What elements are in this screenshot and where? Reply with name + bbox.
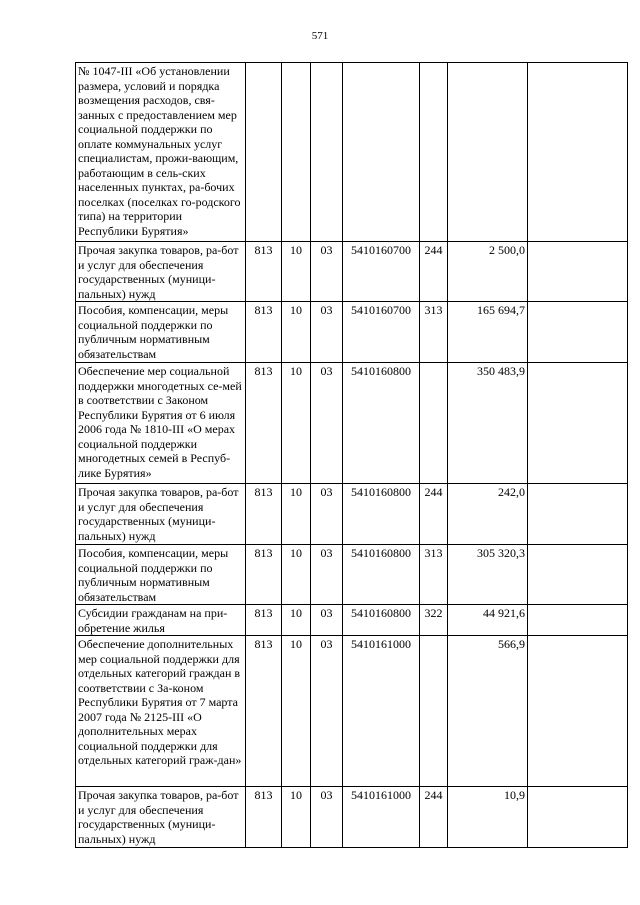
ministry-code-cell: 813	[246, 363, 282, 484]
amount-cell: 305 320,3	[448, 545, 528, 605]
ministry-code-cell: 813	[246, 636, 282, 787]
row-name-cell: Обеспечение дополнительных мер социальной поддержки для отдельных категорий граждан в соответствии с За-коном Республики Бурятия от 7 марта 2007 года № 2125-III «О дополнительных мерах социальной поддержки для отдельных категорий граж-дан»	[76, 636, 246, 787]
extra-amount-cell	[528, 787, 628, 848]
expense-type-cell	[420, 363, 448, 484]
amount-cell: 10,9	[448, 787, 528, 848]
subsection-code-cell: 03	[311, 242, 343, 302]
row-name-cell: Пособия, компенсации, меры социальной поддержки по публичным нормативным обязательствам	[76, 302, 246, 363]
extra-amount-cell	[528, 302, 628, 363]
subsection-code-cell: 03	[311, 302, 343, 363]
table-row	[76, 787, 628, 848]
ministry-code-cell: 813	[246, 242, 282, 302]
section-code-cell: 10	[282, 605, 311, 636]
ministry-code-cell: 813	[246, 545, 282, 605]
ministry-code-cell: 813	[246, 605, 282, 636]
section-code-cell: 10	[282, 787, 311, 848]
expense-type-cell: 244	[420, 242, 448, 302]
subsection-code-cell: 03	[311, 787, 343, 848]
budget-table	[75, 62, 628, 848]
target-article-cell: 5410160700	[343, 302, 420, 363]
table-row	[76, 605, 628, 636]
expense-type-cell: 244	[420, 787, 448, 848]
target-article-cell: 5410160800	[343, 484, 420, 545]
extra-amount-cell	[528, 484, 628, 545]
target-article-cell: 5410160800	[343, 363, 420, 484]
amount-cell: 2 500,0	[448, 242, 528, 302]
target-article-cell: 5410160800	[343, 545, 420, 605]
target-article-cell	[343, 63, 420, 242]
ministry-code-cell: 813	[246, 302, 282, 363]
extra-amount-cell	[528, 545, 628, 605]
section-code-cell: 10	[282, 363, 311, 484]
row-name-cell: Прочая закупка товаров, ра-бот и услуг для обеспечения государственных (муници-пальных) нужд	[76, 242, 246, 302]
expense-type-cell	[420, 63, 448, 242]
expense-type-cell: 244	[420, 484, 448, 545]
row-name-cell: Пособия, компенсации, меры социальной поддержки по публичным нормативным обязательствам	[76, 545, 246, 605]
section-code-cell: 10	[282, 302, 311, 363]
ministry-code-cell: 813	[246, 484, 282, 545]
row-name-cell: Субсидии гражданам на при-обретение жилья	[76, 605, 246, 636]
subsection-code-cell: 03	[311, 636, 343, 787]
expense-type-cell: 313	[420, 302, 448, 363]
table-row	[76, 302, 628, 363]
subsection-code-cell: 03	[311, 363, 343, 484]
target-article-cell: 5410161000	[343, 787, 420, 848]
ministry-code-cell	[246, 63, 282, 242]
row-name-cell: № 1047-III «Об установлении размера, условий и порядка возмещения расходов, свя-занных с предоставлением мер социальной поддержки по оплате коммунальных услуг специалистам, прожи-вающим, работающим в сель-ских населенных пунктах, ра-бочих поселках (поселках го-родского типа) на территории Республики Бурятия»	[76, 63, 246, 242]
amount-cell: 566,9	[448, 636, 528, 787]
expense-type-cell: 322	[420, 605, 448, 636]
table-row	[76, 484, 628, 545]
table-row	[76, 242, 628, 302]
ministry-code-cell: 813	[246, 787, 282, 848]
table-row	[76, 63, 628, 242]
table-row	[76, 545, 628, 605]
extra-amount-cell	[528, 636, 628, 787]
subsection-code-cell: 03	[311, 605, 343, 636]
expense-type-cell: 313	[420, 545, 448, 605]
table-row	[76, 363, 628, 484]
extra-amount-cell	[528, 363, 628, 484]
target-article-cell: 5410160700	[343, 242, 420, 302]
subsection-code-cell: 03	[311, 484, 343, 545]
amount-cell: 242,0	[448, 484, 528, 545]
row-name-cell: Обеспечение мер социальной поддержки многодетных се-мей в соответствии с Законом Республики Бурятия от 6 июля 2006 года № 1810-III «О мерах социальной поддержки многодетных семей в Респуб-лике Бурятия»	[76, 363, 246, 484]
extra-amount-cell	[528, 63, 628, 242]
row-name-cell: Прочая закупка товаров, ра-бот и услуг для обеспечения государственных (муници-пальных) нужд	[76, 484, 246, 545]
table-row	[76, 636, 628, 787]
target-article-cell: 5410160800	[343, 605, 420, 636]
amount-cell: 44 921,6	[448, 605, 528, 636]
section-code-cell: 10	[282, 636, 311, 787]
section-code-cell: 10	[282, 484, 311, 545]
extra-amount-cell	[528, 605, 628, 636]
expense-type-cell	[420, 636, 448, 787]
row-name-cell: Прочая закупка товаров, ра-бот и услуг для обеспечения государственных (муници-пальных) нужд	[76, 787, 246, 848]
amount-cell	[448, 63, 528, 242]
section-code-cell: 10	[282, 545, 311, 605]
amount-cell: 165 694,7	[448, 302, 528, 363]
page-number: 571	[311, 30, 329, 42]
subsection-code-cell: 03	[311, 545, 343, 605]
target-article-cell: 5410161000	[343, 636, 420, 787]
amount-cell: 350 483,9	[448, 363, 528, 484]
section-code-cell: 10	[282, 242, 311, 302]
section-code-cell	[282, 63, 311, 242]
extra-amount-cell	[528, 242, 628, 302]
subsection-code-cell	[311, 63, 343, 242]
